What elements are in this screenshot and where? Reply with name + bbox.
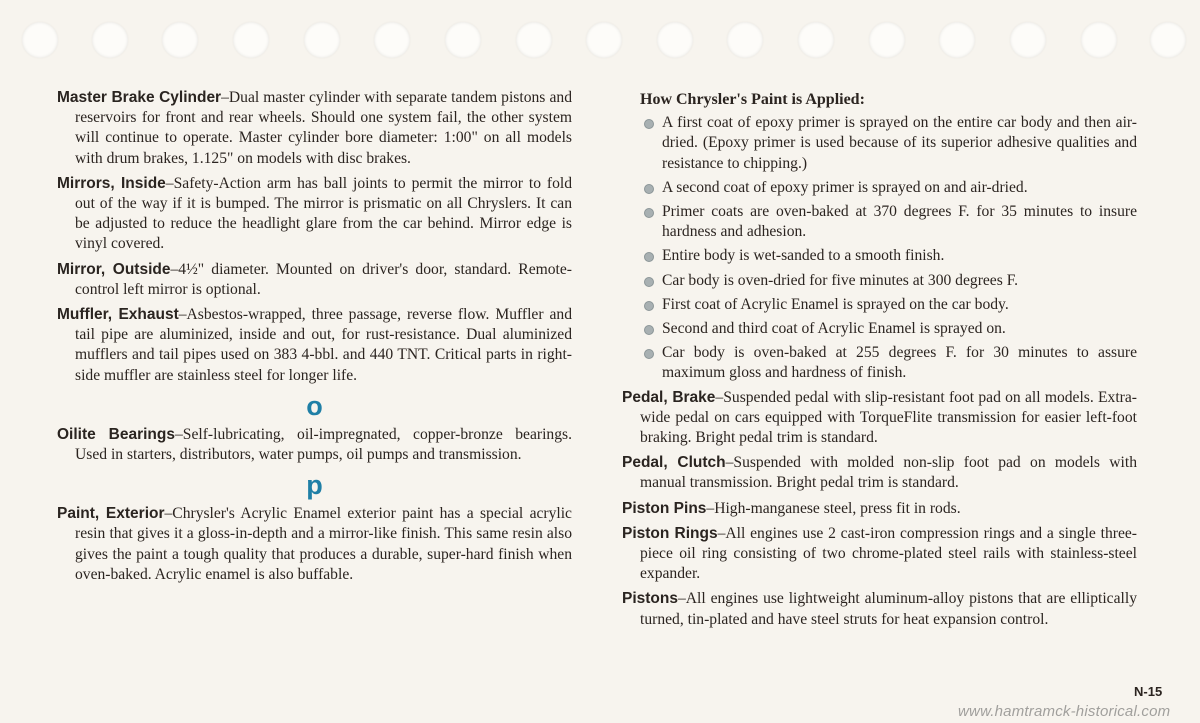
list-item: Primer coats are oven-baked at 370 degrees F. for 35 minutes to insure hardness and adhesion. [640,202,1137,242]
entry-piston-pins [622,499,1137,519]
entry-pedal-clutch [622,453,1137,493]
binder-hole [586,22,622,58]
entry-mirror-outside [57,260,572,300]
entry-text: –All engines use lightweight aluminum-alloy pistons that are elliptically turned, tin-plated and have steel struts for heat expansion control. [640,590,1137,628]
binder-hole [869,22,905,58]
entry-text: –Safety-Action arm has ball joints to permit the mirror to fold out of the way if it is bumped. The mirror is prismatic on all Chryslers. It can be adjusted to reduce the headlight glare from the car behind. Mirror edge is vinyl covered. [75,174,572,253]
watermark: www.hamtramck-historical.com [958,703,1171,720]
section-letter-o: o [306,390,323,421]
page-number: N-15 [1134,684,1163,699]
entry-term: Pistons [622,590,678,608]
list-item: Second and third coat of Acrylic Enamel is sprayed on. [640,319,1137,339]
binder-hole [162,22,198,58]
binder-hole [1081,22,1117,58]
entry-term: Oilite Bearings [57,425,175,443]
entry-term: Paint, Exterior [57,505,165,523]
binder-hole [1150,22,1186,58]
list-item: A second coat of epoxy primer is sprayed on and air-dried. [640,178,1137,198]
entry-mirrors-inside [57,174,572,255]
entry-pedal-brake [622,388,1137,449]
entry-term: Pedal, Clutch [622,454,726,472]
binder-holes [0,22,1200,62]
list-item: Car body is oven-dried for five minutes at 300 degrees F. [640,271,1137,291]
paint-steps-list [622,113,1137,383]
entry-text: –4½" diameter. Mounted on driver's door, standard. Remote-control left mirror is optional. [75,260,572,298]
binder-hole [939,22,975,58]
entry-text: –Dual master cylinder with separate tandem pistons and reservoirs for front and rear wheels. Should one system fail, the other system will continue to operate. Master cylinder bore diameter: 1:00" on all models with drum brakes, 1.125" on models with disc brakes. [75,89,572,167]
entry-term: Mirror, Outside [57,260,171,278]
binder-hole [1010,22,1046,58]
entry-term: Pedal, Brake [622,388,716,406]
entry-text: –All engines use 2 cast-iron compression rings and a single three-piece oil ring consisting of two chrome-plated steel rails with stainless-steel expander. [640,524,1137,583]
left-column [57,88,572,590]
entry-paint-exterior [57,504,572,585]
entry-text: –High-manganese steel, press fit in rods. [706,499,961,517]
binder-hole [374,22,410,58]
entry-muffler-exhaust [57,305,572,386]
binder-hole [445,22,481,58]
entry-oilite-bearings [57,425,572,465]
entry-text: –Suspended pedal with slip-resistant foot pad on all models. Extra-wide pedal on cars equipped with TorqueFlite transmission for easier left-foot braking. Bright pedal trim is standard. [640,388,1137,447]
entry-piston-rings [622,524,1137,585]
entry-text: –Suspended with molded non-slip foot pad on models with manual transmission. Bright pedal trim is standard. [640,454,1137,492]
list-item: Entire body is wet-sanded to a smooth finish. [640,246,1137,266]
entry-term: Mirrors, Inside [57,174,166,192]
entry-term: Piston Pins [622,499,707,517]
entry-text: –Asbestos-wrapped, three passage, reverse flow. Muffler and tail pipe are aluminized, inside and out, for rust-resistance. Dual aluminized mufflers and tail pipes used on 383 4-bbl. and 440 TNT. Critical parts in right-side muffler are stainless steel for longer life. [75,306,572,384]
entry-term: Muffler, Exhaust [57,306,179,324]
binder-hole [233,22,269,58]
entry-pistons [622,589,1137,629]
entry-term: Master Brake Cylinder [57,89,222,106]
binder-hole [516,22,552,58]
binder-hole [304,22,340,58]
section-letter-p: p [306,470,323,501]
entry-text: –Self-lubricating, oil-impregnated, copper-bronze bearings. Used in starters, distributors, water pumps, oil pumps and transmission. [75,425,572,464]
right-column [622,90,1137,635]
entry-master-brake-cylinder [57,88,572,169]
list-item: First coat of Acrylic Enamel is sprayed on the car body. [640,295,1137,315]
binder-hole [22,22,58,58]
entry-term: Piston Rings [622,524,718,542]
paint-process-heading: How Chrysler's Paint is Applied: [640,91,865,108]
binder-hole [727,22,763,58]
binder-hole [798,22,834,58]
list-item: A first coat of epoxy primer is sprayed on the entire car body and then air-dried. (Epoxy primer is used because of its superior adhesive qualities and resistance to chipping.) [640,113,1137,174]
list-item: Car body is oven-baked at 255 degrees F. for 30 minutes to assure maximum gloss and hardness of finish. [640,343,1137,383]
entry-text: –Chrysler's Acrylic Enamel exterior paint has a special acrylic resin that gives it a gloss-in-depth and a mirror-like finish. This same resin also gives the paint a tough quality that produces a durable, super-hard finish when oven-baked. Acrylic enamel is also buffable. [75,505,572,583]
binder-hole [657,22,693,58]
binder-hole [92,22,128,58]
